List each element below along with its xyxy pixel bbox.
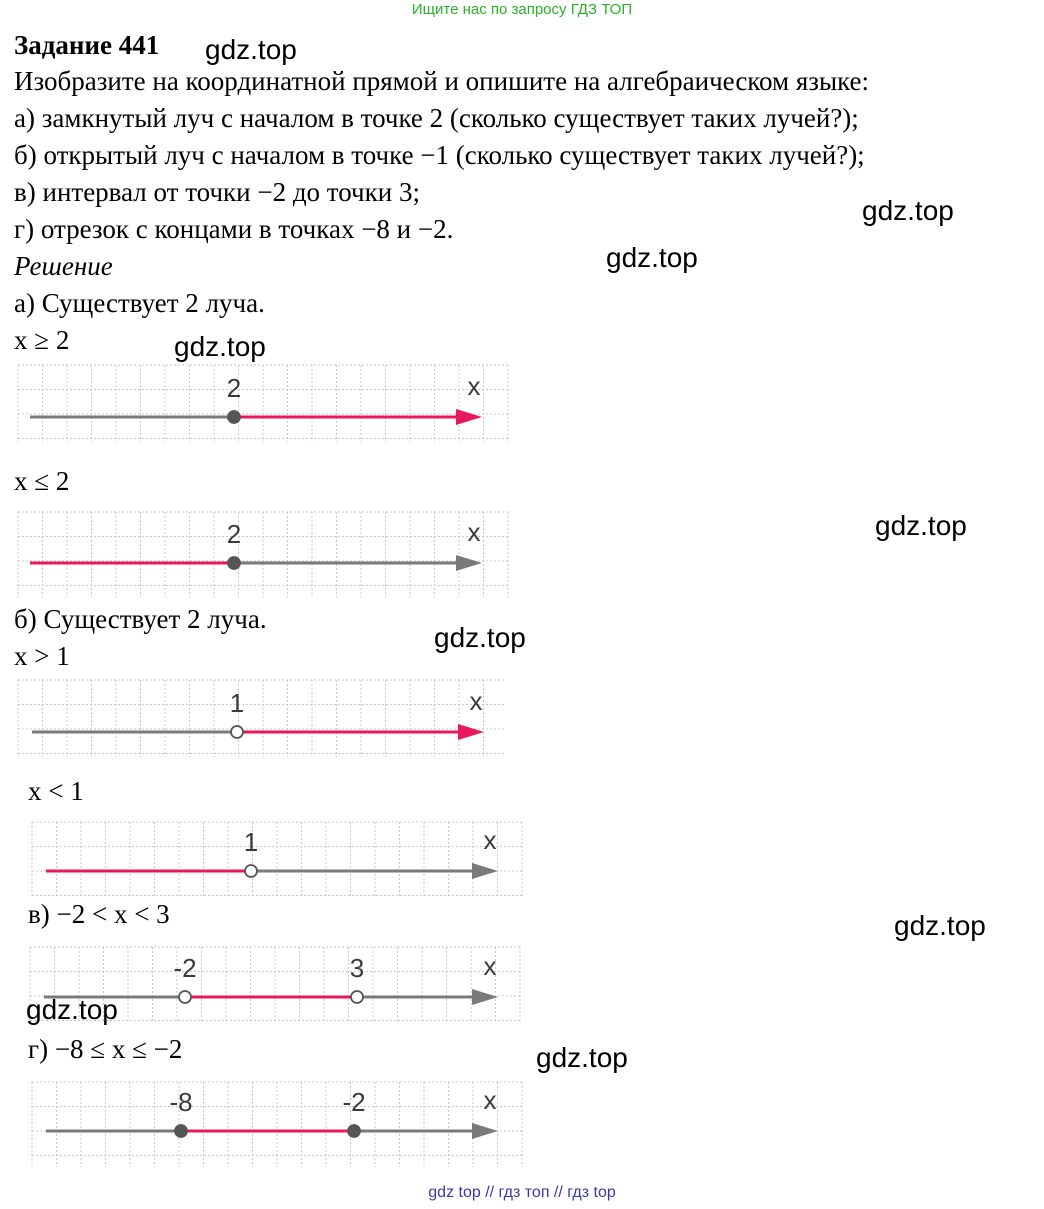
inequality-label: x ≤ 2 <box>14 466 70 496</box>
axis-label: x <box>467 517 481 547</box>
point-label: 2 <box>226 519 242 549</box>
watermark: gdz.top <box>862 195 954 226</box>
filled-point <box>228 557 240 569</box>
watermark: gdz.top <box>174 331 266 362</box>
watermark: gdz.top <box>26 994 118 1025</box>
axis-label: x <box>467 371 481 401</box>
arrow-head-icon <box>472 1123 498 1139</box>
point-label: 2 <box>226 373 242 403</box>
number-line-d <box>0 1070 540 1170</box>
open-point <box>351 991 363 1003</box>
task-line: б) открытый луч с началом в точке −1 (сколько существует таких лучей?); <box>14 140 865 170</box>
point-label: 1 <box>243 827 259 857</box>
task-line: Изобразите на координатной прямой и опишите на алгебраическом языке: <box>14 66 870 96</box>
axis-label: x <box>483 825 497 855</box>
arrow-head-icon <box>472 989 498 1005</box>
open-point <box>179 991 191 1003</box>
task-line: а) замкнутый луч с началом в точке 2 (сколько существует таких лучей?); <box>14 103 859 133</box>
number-line-a2 <box>0 500 520 600</box>
point-label: -2 <box>173 953 197 983</box>
watermark: gdz.top <box>434 622 526 653</box>
top-banner[interactable]: Ищите нас по запросу ГДЗ ТОП <box>411 1 633 18</box>
filled-point <box>348 1125 360 1137</box>
inequality-label: x > 1 <box>14 641 70 671</box>
open-point <box>245 865 257 877</box>
arrow-head-icon <box>472 863 498 879</box>
watermark: gdz.top <box>875 510 967 541</box>
open-point <box>231 726 243 738</box>
watermark: gdz.top <box>205 34 297 65</box>
axis-label: x <box>469 686 483 716</box>
point-label: 3 <box>349 953 365 983</box>
arrow-head-icon <box>456 409 482 425</box>
watermark: gdz.top <box>536 1042 628 1073</box>
number-line-b2 <box>0 810 540 900</box>
task-line: в) интервал от точки −2 до точки 3; <box>14 177 420 207</box>
inequality-label: x ≥ 2 <box>14 325 70 355</box>
filled-point <box>175 1125 187 1137</box>
point-label: 1 <box>229 688 245 718</box>
axis-label: x <box>483 1085 497 1115</box>
arrow-head-icon <box>458 724 484 740</box>
watermark: gdz.top <box>606 242 698 273</box>
task-title: Задание 441 <box>14 30 160 60</box>
number-line-b1 <box>0 672 520 760</box>
part-a-text: а) Существует 2 луча. <box>14 288 265 318</box>
point-label: -8 <box>169 1087 193 1117</box>
inequality-label: в) −2 < x < 3 <box>28 899 170 929</box>
watermark: gdz.top <box>894 910 986 941</box>
number-line-a1 <box>0 355 520 445</box>
arrow-head-icon <box>456 555 482 571</box>
point-label: -2 <box>342 1087 366 1117</box>
inequality-label: x < 1 <box>28 776 84 806</box>
footer-links[interactable]: gdz top // гдз топ // гдз top <box>428 1184 616 1201</box>
inequality-label: г) −8 ≤ x ≤ −2 <box>28 1034 183 1064</box>
solution-heading: Решение <box>14 251 113 281</box>
task-line: г) отрезок с концами в точках −8 и −2. <box>14 214 454 244</box>
part-b-text: б) Существует 2 луча. <box>14 604 267 634</box>
filled-point <box>228 411 240 423</box>
axis-label: x <box>483 951 497 981</box>
